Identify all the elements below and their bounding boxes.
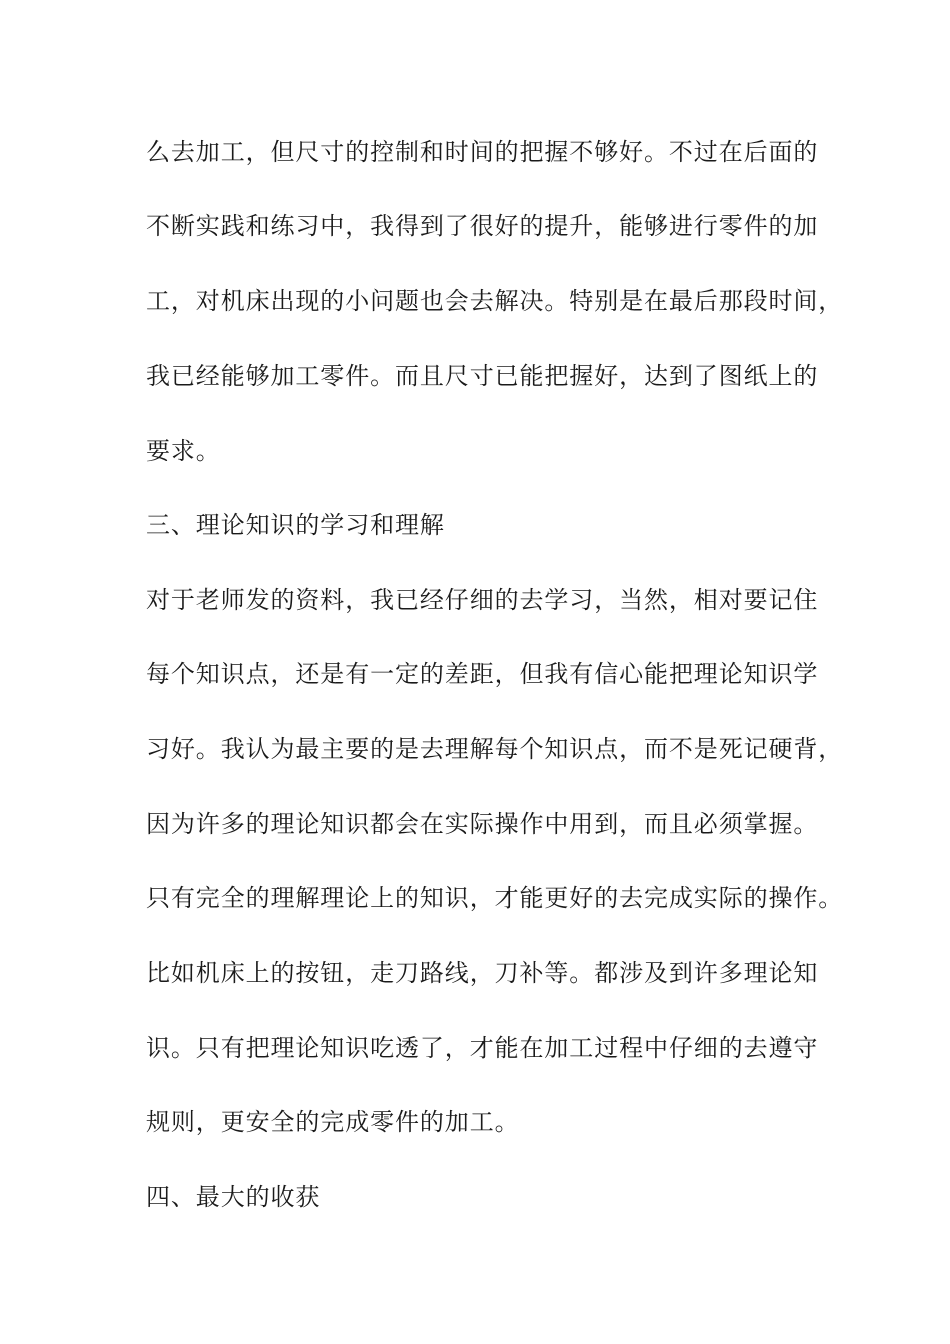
- paragraph-line: 么去加工，但尺寸的控制和时间的把握不够好。不过在后面的: [146, 138, 819, 166]
- paragraph-line: 规则，更安全的完成零件的加工。: [146, 1108, 520, 1136]
- paragraph-line: 对于老师发的资料，我已经仔细的去学习，当然，相对要记住: [146, 586, 819, 614]
- section-heading: 三、理论知识的学习和理解: [146, 511, 445, 539]
- paragraph-line: 工，对机床出现的小问题也会去解决。特别是在最后那段时间，: [146, 287, 844, 315]
- paragraph-line: 习好。我认为最主要的是去理解每个知识点，而不是死记硬背，: [146, 735, 844, 763]
- paragraph-line: 因为许多的理论知识都会在实际操作中用到，而且必须掌握。: [146, 810, 819, 838]
- paragraph-line: 只有完全的理解理论上的知识，才能更好的去完成实际的操作。: [146, 884, 844, 912]
- section-heading: 四、最大的收获: [146, 1183, 321, 1211]
- paragraph-line: 识。只有把理论知识吃透了，才能在加工过程中仔细的去遵守: [146, 1034, 819, 1062]
- paragraph-line: 每个知识点，还是有一定的差距，但我有信心能把理论知识学: [146, 660, 819, 688]
- paragraph-line: 比如机床上的按钮，走刀路线，刀补等。都涉及到许多理论知: [146, 959, 819, 987]
- paragraph-line: 不断实践和练习中，我得到了很好的提升，能够进行零件的加: [146, 212, 819, 240]
- paragraph-line: 我已经能够加工零件。而且尺寸已能把握好，达到了图纸上的: [146, 362, 819, 390]
- paragraph-line: 要求。: [146, 437, 221, 465]
